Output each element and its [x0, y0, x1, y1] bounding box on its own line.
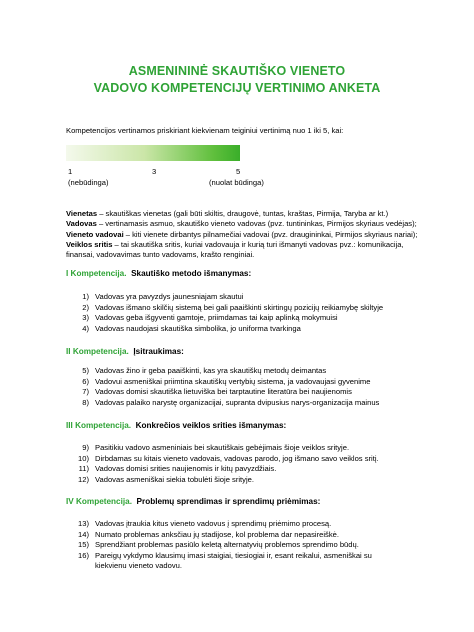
- definition-term: Vienetas: [66, 209, 98, 218]
- item-number: 13): [78, 519, 89, 528]
- item-number: 4): [82, 323, 89, 333]
- definition-term: Vieneto vadovai: [66, 229, 124, 239]
- competency-label: III Kompetencija.: [66, 421, 132, 430]
- definition-text: finansai, vadovavimas tunto vadovams, krašto renginiai.: [66, 250, 255, 260]
- definition-text: – kiti vienete dirbantys pilnamečiai vadovai (pvz. draugininkai, Pirmijos skyriaus nariai);: [123, 229, 418, 239]
- competency-4-heading: [66, 497, 320, 506]
- rating-scale-bar: [66, 145, 240, 161]
- item-text: Vadovas domisi skautiška lietuviška bei tarptautine literatūra bei naujienomis: [95, 387, 352, 397]
- definition-line: [66, 209, 456, 219]
- scale-number-5: 5: [236, 167, 241, 176]
- item-text: Vadovas žino ir geba paaiškinti, kas yra skautiškų metodų deimantas: [95, 366, 327, 375]
- title-line-2: VADOVO KOMPETENCIJŲ VERTINIMO ANKETA: [93, 81, 381, 95]
- scale-min-label: (nebūdinga): [68, 178, 109, 187]
- item-number: 15): [78, 540, 89, 550]
- definitions: [66, 209, 456, 260]
- competency-3-heading: [66, 421, 286, 430]
- list-item: [66, 530, 396, 541]
- definition-term: Veiklos sritis: [66, 239, 113, 249]
- title-line-1: ASMENININĖ SKAUTIŠKO VIENETO: [128, 64, 346, 78]
- competency-title: Įsitraukimas:: [133, 347, 184, 356]
- competency-label: IV Kompetencija.: [66, 497, 132, 506]
- item-text: Vadovas geba išgyventi gamtoje, priimdamas tai kaip aplinką mokymuisi: [95, 313, 338, 323]
- definition-term: Vadovas: [66, 219, 97, 229]
- scale-number-3: 3: [152, 167, 157, 176]
- item-text: Vadovas naudojasi skautiška simbolika, jo uniforma tvarkinga: [95, 323, 301, 333]
- competency-1-items: [66, 292, 466, 334]
- competency-1-heading: [66, 269, 251, 278]
- item-text: Vadovas yra pavyzdys jaunesniajam skautui: [95, 292, 244, 301]
- definition-line: [66, 250, 456, 260]
- item-text: Vadovas išmano skilčių sistemą bei gali paaiškinti skirtingų pozicijų reikiamybę skiltyje: [95, 302, 384, 312]
- definition-text: – vertinamasis asmuo, skautiško vieneto vadovas (pvz. tuntininkas, Pirmijos skyriaus vedėjas);: [96, 219, 417, 229]
- list-item: [66, 475, 466, 486]
- item-number: 5): [82, 366, 89, 375]
- list-item: [66, 292, 466, 303]
- competency-title: Skautiško metodo išmanymas:: [131, 269, 252, 278]
- competency-label: I Kompetencija.: [66, 269, 127, 278]
- item-number: 11): [78, 464, 89, 474]
- scale-number-1: 1: [68, 167, 73, 176]
- item-text: Vadovas įtraukia kitus vieneto vadovus į sprendimų priėmimo procesą.: [95, 519, 332, 528]
- definition-text: – tai skautiška sritis, kuriai vadovauja ir kurią turi išmanyti vadovas pvz.: komunikacija,: [112, 239, 404, 249]
- competency-3-items: [66, 443, 466, 485]
- item-number: 2): [82, 302, 89, 312]
- intro-text: Kompetencijos vertinamos priskiriant kiekvienam teiginiui vertinimą nuo 1 iki 5, kai:: [66, 126, 344, 135]
- item-number: 12): [78, 474, 89, 484]
- item-number: 16): [78, 550, 89, 560]
- item-number: 7): [82, 387, 89, 397]
- scale-max-label: (nuolat būdinga): [209, 178, 264, 187]
- competency-label: II Kompetencija.: [66, 347, 129, 356]
- list-item: [66, 398, 466, 409]
- item-number: 8): [82, 397, 89, 407]
- definition-line: [66, 230, 456, 240]
- item-number: 1): [82, 292, 89, 301]
- item-text: Vadovas asmeniškai siekia tobulėti šioje srityje.: [95, 474, 254, 484]
- item-text: Pareigų vykdymo klausimų imasi staigiai, tiesiogiai ir, esant reikalui, asmeniškai su kiekvienu vieneto vadovu.: [95, 550, 372, 571]
- competency-2-items: [66, 366, 466, 408]
- item-text: Vadovas domisi srities naujienomis ir kitų pavyzdžiais.: [95, 464, 277, 474]
- item-number: 14): [78, 529, 89, 539]
- item-text: Pasitikiu vadovo asmeniniais bei skautiškais gebėjimais šioje veiklos srityje.: [95, 443, 350, 452]
- list-item: [66, 540, 396, 551]
- competency-title: Problemų sprendimas ir sprendimų priėmimas:: [136, 497, 321, 506]
- list-item: [66, 464, 466, 475]
- item-text: Numato problemas anksčiau jų stadijose, kol problema dar nepasireiškė.: [95, 529, 339, 539]
- item-text: Sprendžiant problemas pasiūlo keletą alternatyvių problemos sprendimo būdų.: [95, 540, 359, 550]
- list-item: [66, 454, 466, 465]
- list-item: [66, 303, 466, 314]
- list-item: [66, 443, 466, 454]
- item-number: 6): [82, 376, 89, 386]
- list-item: [66, 377, 466, 388]
- list-item: [66, 366, 466, 377]
- definition-text: – skautiškas vienetas (gali būti skiltis, draugovė, tuntas, kraštas, Pirmija, Taryba ar kt.): [97, 209, 389, 218]
- item-text: Dirbdamas su kitais vieneto vadovais, vadovas parodo, jog išmano savo veiklos sritį.: [95, 453, 379, 463]
- definition-line: [66, 240, 456, 250]
- list-item: [66, 324, 466, 335]
- definition-line: [66, 219, 456, 229]
- list-item: [66, 313, 466, 324]
- list-item: [66, 551, 396, 572]
- item-number: 9): [82, 443, 89, 452]
- item-number: 10): [78, 453, 89, 463]
- item-text: Vadovas palaiko narystę organizacijai, supranta dvipusius narys-organizacija mainus: [95, 397, 380, 407]
- competency-2-heading: [66, 347, 184, 356]
- competency-4-items: [66, 519, 396, 572]
- list-item: [66, 519, 396, 530]
- item-number: 3): [82, 313, 89, 323]
- list-item: [66, 387, 466, 398]
- item-text: Vadovui asmeniškai priimtina skautiškų vertybių sistema, ja vadovaujasi gyvenime: [95, 376, 371, 386]
- competency-title: Konkrečios veiklos srities išmanymas:: [135, 421, 287, 430]
